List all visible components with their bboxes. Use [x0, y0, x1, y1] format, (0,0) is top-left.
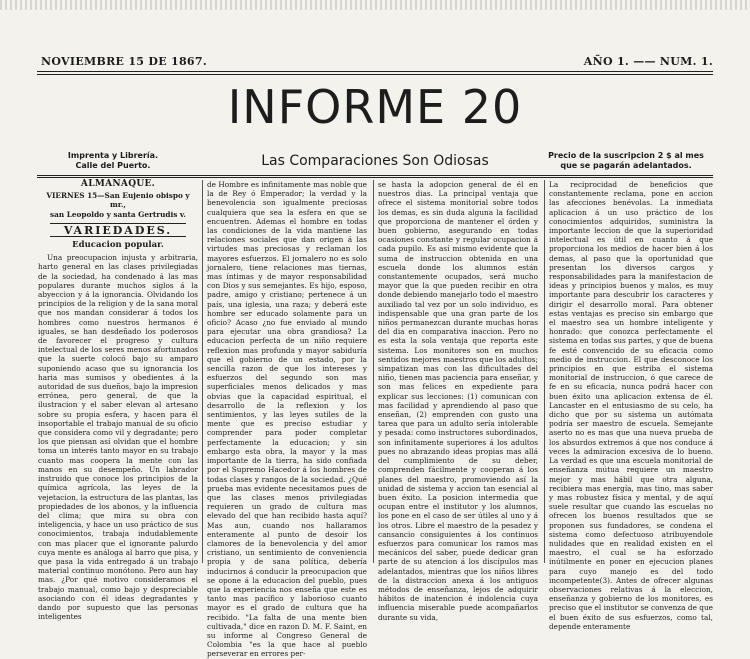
header-rule-bottom [37, 175, 713, 176]
masthead-title: INFORME 20 [227, 80, 523, 134]
section-heading: VARIEDADES. [50, 223, 186, 237]
header-rule-bottom-thin [37, 177, 713, 178]
column-3 [378, 180, 538, 622]
article-text: Una preocupacion injusta y arbitraria, harto general en las clases privilegiadas de la sociedad, ha condenado á las mas populares durante muchos siglos á la abyeccion y á la ignorancia. Olvidando los principios de la religion y de la sana moral que nos mandan considerar á todos los hombres como nuestros hermanos é iguales, se han desdeñado los poderosos de favorecer el progreso y cultura intelectual de los seres menos afortunados que la suerte colocó bajo su amparo suponiendo acaso que su ignorancia los haria mas sumisos y obedientes á la autoridad de sus dueños, bajo la impresion errónea, pero general, de que la ilustracion y el saber elevan al artesano sobre su propia esfera, y hacen para él insoportable el trabajo manual de su oficio que considera como vil y degradante; pero los que piensan así olvidan que el hombre toma un interés tanto mayor en su trabajo cuanto mas coopera la mente con las manos en su desempeño. Un labrador instruido que conoce los principios de la química agrícola, las leyes de la vejetacion, la estructura de las plantas, las propiedades de los abonos, y la influencia del clima; que mira su obra con inteligencia, y hace un uso práctico de sus conocimientos, trabaja indudablemente con mas placer que el ignorante palurdo cuya mente es análoga al barro que pisa, y que pasa la vida entregado á un trabajo material continuo monótono. Pero aun hay mas. ¿Por qué motivo consideramos el trabajo manual, como bajo y despreciable asociando con él ideas degradantes y dando por supuesto que las personas inteligentes [38, 253, 198, 622]
publisher-line: Imprenta y Librería. [67, 151, 159, 160]
article-text: de Hombre es infinitamente mas noble que la de Rey ó Emperador; la verdad y la benevolencia son igualmente preciosas cualquiera que sea la esfera en que se encuentren. Ademas el hombre en todas las condiciones de la vida mantiene las relaciones sociales que dan origen á las virtudes mas preciosas y reclaman los mayores esfuerzos. El jornalero no es solo jornalero, tiene relaciones mas tiernas, mas íntimas y de mayor responsabilidad con Dios y sus semejantes. Es hijo, esposo, padre, amigo y cristiano; pertenece á un país, una iglesia, una raza; y deberá este hombre ser educado solamente para un oficio? Acaso ¿no fue enviado al mundo para ejecutar una obra grandiosa? La educacion perfecta de un niño requiere reflexion mas profunda y mayor sabiduría que el gobierno de un estado, por la sencilla razon de que los intereses y esfuerzos del segundo son mas superficiales menos delicados y mas obvias que la capacidad espiritual, el desarrollo de la reflexion y los sentimientos, y las leyes sutiles de la mente que es preciso estudiar y comprender para poder completar perfectamente la educacion; y sin embargo esta obra, la mayor y la mas importante de la tierra, ha sido confiada por el Supremo Hacedor á los hombres de todas clases y rangos de la sociedad. ¿Qué prueba mas evidente necesitamos pues de que las clases menos privilegiadas requieren un grado de cultura mas elevado del que han recibido hasta aquí? Mas aun, cuando nos hallaramos enteramente al punto de desoir los clamores de la benevolencia y del amor cristiano, un sentimiento de conveniencia propia y de sana política, debería inducirnos á conducir la preocupacion que se opone á la educacion del pueblo, pues que la experiencia nos enseña que este es tanto mas pacífico y laborioso cuanto mayor es el grado de cultura que ha recibido. "La falta de una mente bien cultivada," dice en razon D. M. F. Saint, en su informe al Congreso General de Colombia "es la que hace al pueblo perseverar en errores per- [207, 180, 367, 659]
subscription-price: Precio de la suscripcion 2 $ al mes [548, 151, 704, 160]
column-divider [373, 180, 374, 563]
column-divider [202, 180, 203, 563]
column-2 [207, 180, 367, 659]
issue-number: AÑO 1. —— NUM. 1. [583, 55, 713, 68]
subscription-terms: que se pagarán adelantados. [560, 161, 692, 170]
almanac-saints-line: san Leopoldo y santa Gertrudis v. [50, 209, 186, 219]
almanac-saints-line: VIERNES 15—San Eujenio obispo y mr., [46, 191, 190, 210]
column-divider [544, 180, 545, 563]
page-top-border [0, 0, 750, 10]
header-rule-top-thin [37, 74, 713, 75]
masthead-subtitle: Las Comparaciones Son Odiosas [261, 153, 489, 169]
column-1 [38, 179, 198, 622]
issue-date: NOVIEMBRE 15 DE 1867. [41, 55, 207, 68]
article-title: Educacion popular. [72, 240, 164, 251]
article-text: La reciprocidad de beneficios que constantemente reclama, pone en accion las afecciones benévolas. La inmediata aplicacion á un uso práctico de los conocimientos adquiridos, suministra la importante leccion de que la superioridad intelectual es útil en cuanto á que proporciona los medios de hacer bien á los demas, al paso que la oportunidad que presentan los diversos cargos y responsabilidades para la manifestacion de ideas y principios buenos y malos, es muy importante para descubrir los caracteres y dirigir el desarrollo moral. Para obtener estas ventajas es preciso sin embargo que el maestro sea un hombre inteligente y honrado: que conozca perfectamente el sistema en todas sus partes, y que de buena fe esté convencido de su eficacia como medio de instruccion. El que desconoce los principios en que estriba el sistema monitorial de instruccion, ó que carece de fe en su eficacia, nunca podrá hacer con buen éxito una aplicacion extensa de él. Lancaster en el entusiasmo de su celo, ha dicho que por su sistema un autómata podría ser maestro de escuela. Semejante aserto no es mas que una nueva prueba de los absurdos extremos á que nos conduce á veces la admiracion excesiva de lo bueno. La verdad es que una escuela monitorial de enseñanza mútua requiere un maestro mejor y mas hábil que otra alguna, recibiera mas energía, mas tino, mas saber y mas robustez física y mental, y de aquí suele resultar que cuando las escuelas no ofrecen los buenos resultados que se proponen sus fundadores, se condena el sistema como defectuoso atribuyendole nulidades que en realidad existen en el maestro, el cual se ha esforzado inútilmente en poner en ejecucion planes para cuyo manejo es del todo incompetente(3). Antes de ofrecer algunas observaciones relativas á la eleccion, enseñanza y gobierno de los monitores, es preciso que el institutor se convenza de que el buen éxito de sus esfuerzos, como tal, depende enteramente [549, 180, 713, 631]
column-4 [549, 180, 713, 631]
article-text: se hasta la adopcion general de él en nuestros dias. La principal ventaja que ofrece el sistema monitorial sobre todos los demas, es sin duda alguna la facilidad que proporciona de mantener el órden y buen gobierno, asegurando en todas ocasiones constante y regular ocupacion á cada pupilo. Es así mismo evidente que la suma de instruccion obtenida en una escuela donde los alumnos están constantemente ocupados, será mucho mayor que la que pueden recibir en otra donde debiendo manejarlo todo el maestro auxiliado tal vez por un solo individuo, es indispensable que una gran parte de los niños permanezcan durante muchas horas del dia en comparativa inaccion. Pero no es esta la sola ventaja que reporta este sistema. Los monitores son en muchos sentidos mejores maestros que los adultos; simpatizan mas con las dificultades del niño, tienen mas paciencia para enseñar, y son mas felices en expediente para explicar sus lecciones: (1) comunican con mas facilidad y aprendiendo al paso que enseñan, (2) emprenden con gusto una tarea que para un adulto sería intolerable y pesada: como instructores subordinados, son infinitamente superiores á los adultos pues no abrazando ideas propias mas allá del cumplimiento de su deber, comprenden fácilmente y cooperan á los planes del maestro, promoviendo así la unidad de sistema y accion tan esencial al buen éxito. La posicion intermedia que ocupan entre el institutor y los alumnos, los pone en el caso de ser útiles al uno y á los otros. Libre el maestro de la pesadez y cansancio consiguientes á los continuos esfuerzos para comunicar los ramos mas mecánicos del saber, puede dedicar gran parte de su atencion á los discípulos mas adelantados, mientras que los niños libres de la distraccion anexa á los antiguos métodos de enseñanza, lejos de adquirir hábitos de inatencion é indolencia cuya influencia miserable puede acompañarlos durante su vida, [378, 180, 538, 622]
publisher-address: Calle del Puerto. [75, 161, 151, 170]
almanac-heading: ALMANAQUE. [80, 179, 156, 189]
header-rule-top [37, 71, 713, 72]
subscription-info [536, 151, 716, 171]
almanac-saints [38, 191, 198, 219]
